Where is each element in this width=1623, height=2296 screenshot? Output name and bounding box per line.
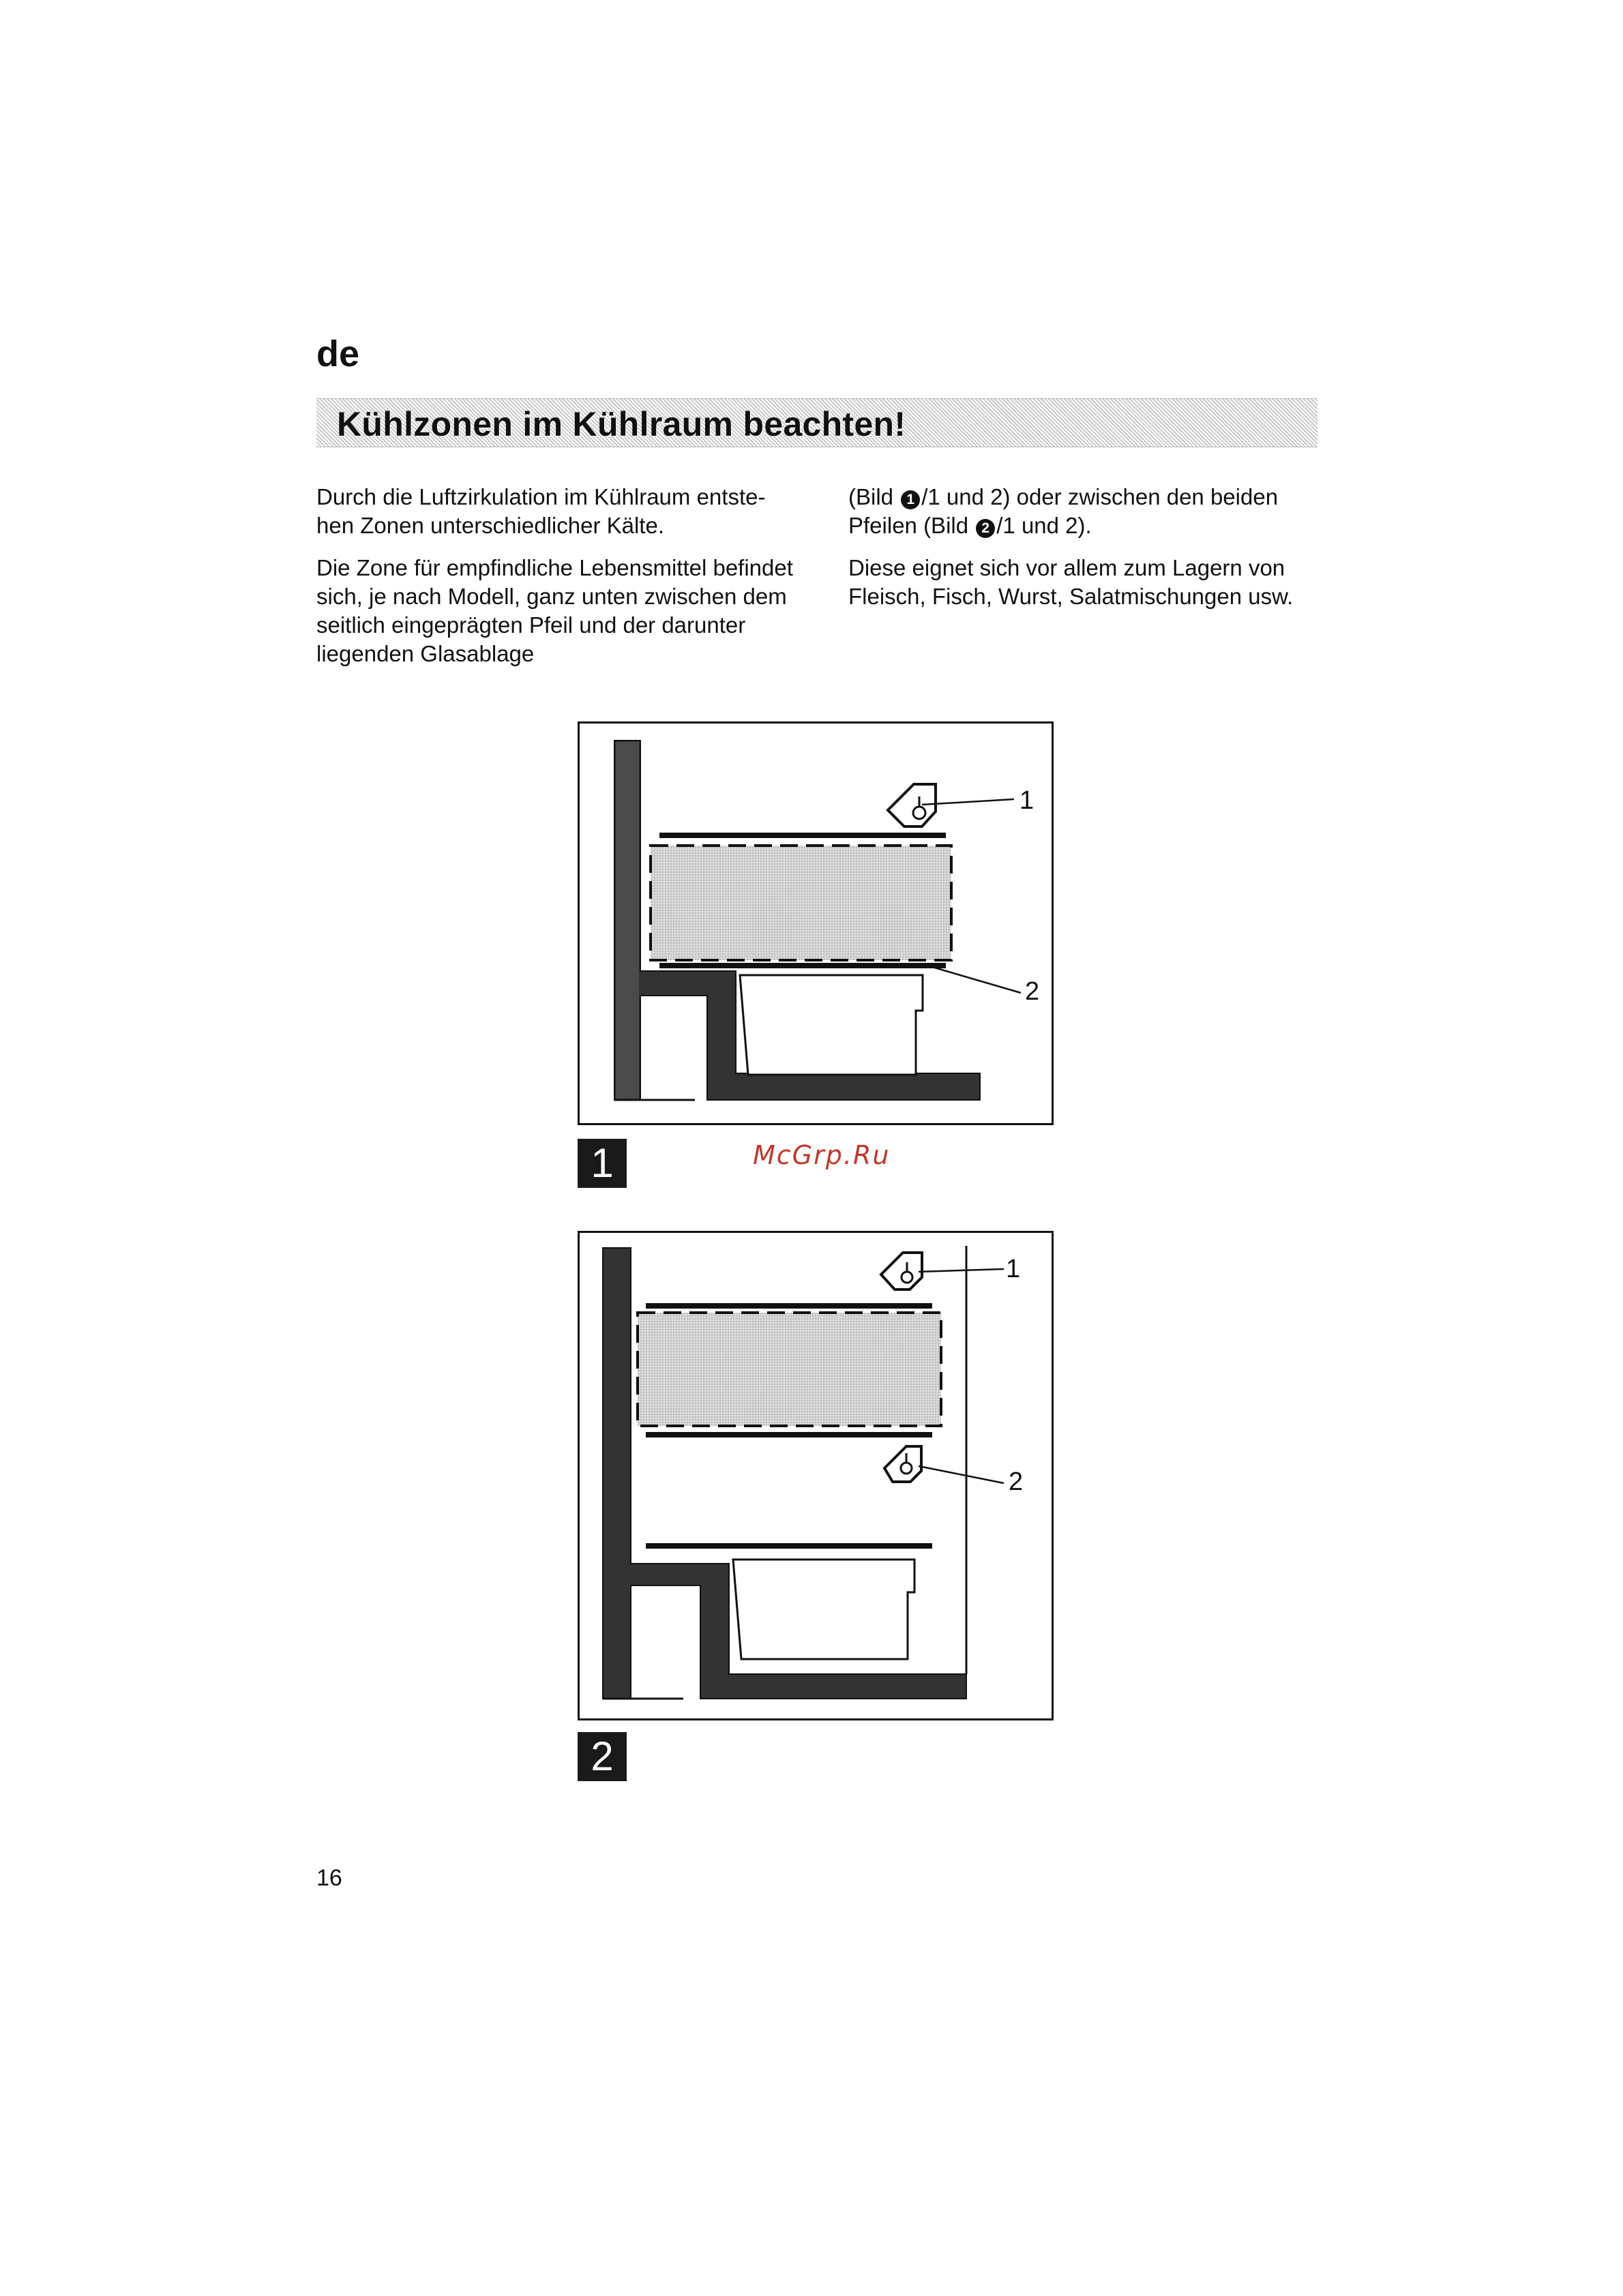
- watermark: McGrp.Ru: [753, 1140, 891, 1170]
- figure-ref-badge-2: 2: [976, 519, 995, 538]
- glass-shelf-top: [659, 833, 946, 838]
- paragraph-storage: Diese eignet sich vor allem zum Lagern von Fleisch, Fisch, Wurst, Salatmischungen usw.: [848, 555, 1294, 609]
- section-title-bar: [316, 398, 1317, 447]
- glass-shelf-top: [646, 1303, 932, 1309]
- wall-hatch: [616, 742, 639, 1099]
- vegetable-drawer: [733, 1560, 914, 1659]
- cold-zone: [651, 846, 951, 960]
- text-segment: /1 und 2).: [996, 513, 1092, 538]
- figure-2-diagram: [578, 1231, 1054, 1720]
- text-segment: (Bild: [848, 484, 900, 509]
- callout-label-1: 1: [1006, 1255, 1021, 1283]
- figure-ref-badge-1: 1: [901, 490, 920, 509]
- callout-label-2: 2: [1025, 977, 1040, 1006]
- paragraph-figure-ref: [848, 483, 1339, 540]
- vegetable-drawer: [740, 975, 923, 1075]
- language-code: de: [316, 333, 360, 374]
- paragraph-zone: Die Zone für empfindliche Lebensmittel befindet sich, je nach Modell, ganz unten zwischen dem seitlich eingeprägten Pfeil und der darunter liegenden Glasablage: [316, 555, 793, 666]
- figure-1: [578, 721, 1054, 1125]
- glass-shelf-middle: [646, 1432, 932, 1437]
- paragraph-intro: Durch die Luftzirkulation im Kühlraum entste- hen Zonen unterschiedlicher Kälte.: [316, 484, 766, 538]
- glass-shelf-bottom: [659, 963, 946, 968]
- figure-number-1: 1: [578, 1139, 627, 1188]
- text-column-left: [316, 483, 807, 682]
- callout-label-2: 2: [1009, 1467, 1024, 1496]
- figure-number-2: 2: [578, 1732, 627, 1781]
- text-column-right: [848, 483, 1339, 625]
- section-title: Kühlzonen im Kühlraum beachten!: [337, 405, 906, 443]
- text-segment: /1 und 2) oder zwischen den beiden Pfeilen (Bild: [848, 484, 1279, 538]
- page-number: 16: [316, 1865, 342, 1891]
- glass-shelf-bottom: [646, 1543, 932, 1549]
- figure-2: [578, 1231, 1054, 1720]
- callout-label-1: 1: [1019, 786, 1034, 815]
- figure-1-diagram: [578, 721, 1054, 1125]
- cold-zone: [638, 1313, 941, 1426]
